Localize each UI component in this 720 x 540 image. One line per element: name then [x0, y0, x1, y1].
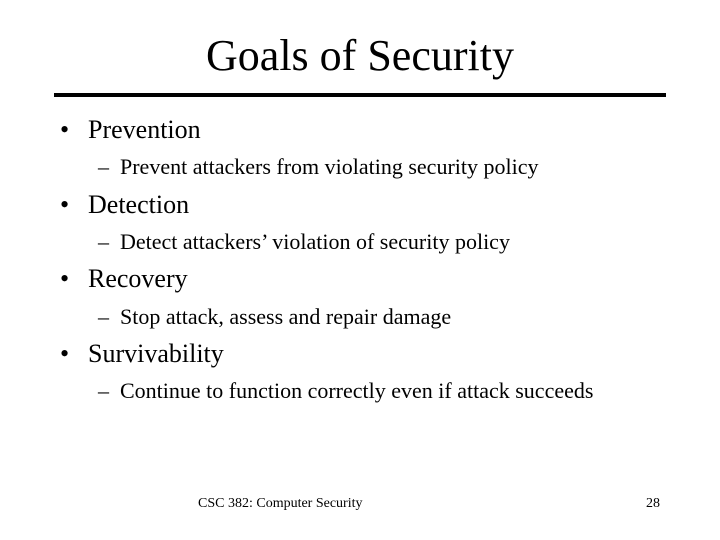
- bullet-marker: •: [60, 264, 70, 293]
- bullet-item-survivability: [60, 339, 224, 369]
- footer-page-number: 28: [646, 496, 660, 511]
- sub-item-recovery: [98, 304, 451, 330]
- title-underline: [54, 93, 666, 97]
- bullet-marker: •: [60, 190, 70, 219]
- sub-marker: –: [98, 229, 109, 254]
- bullet-label: Detection: [88, 190, 190, 219]
- sub-marker: –: [98, 154, 109, 179]
- sub-marker: –: [98, 304, 109, 329]
- bullet-item-detection: [60, 190, 189, 220]
- sub-item-survivability: [98, 378, 593, 404]
- sub-marker: –: [98, 378, 109, 403]
- bullet-item-prevention: [60, 115, 201, 145]
- bullet-label: Survivability: [88, 339, 224, 368]
- sub-label: Stop attack, assess and repair damage: [120, 304, 452, 329]
- sub-item-detection: [98, 229, 510, 255]
- footer-course-title: CSC 382: Computer Security: [198, 496, 363, 511]
- bullet-marker: •: [60, 115, 70, 144]
- sub-item-prevention: [98, 154, 538, 180]
- bullet-marker: •: [60, 339, 70, 368]
- bullet-label: Recovery: [88, 264, 188, 293]
- slide-title: Goals of Security: [206, 31, 514, 80]
- bullet-item-recovery: [60, 264, 188, 294]
- sub-label: Detect attackers’ violation of security policy: [120, 229, 510, 254]
- bullet-label: Prevention: [88, 115, 201, 144]
- sub-label: Continue to function correctly even if attack succeeds: [120, 378, 594, 403]
- sub-label: Prevent attackers from violating security policy: [120, 154, 539, 179]
